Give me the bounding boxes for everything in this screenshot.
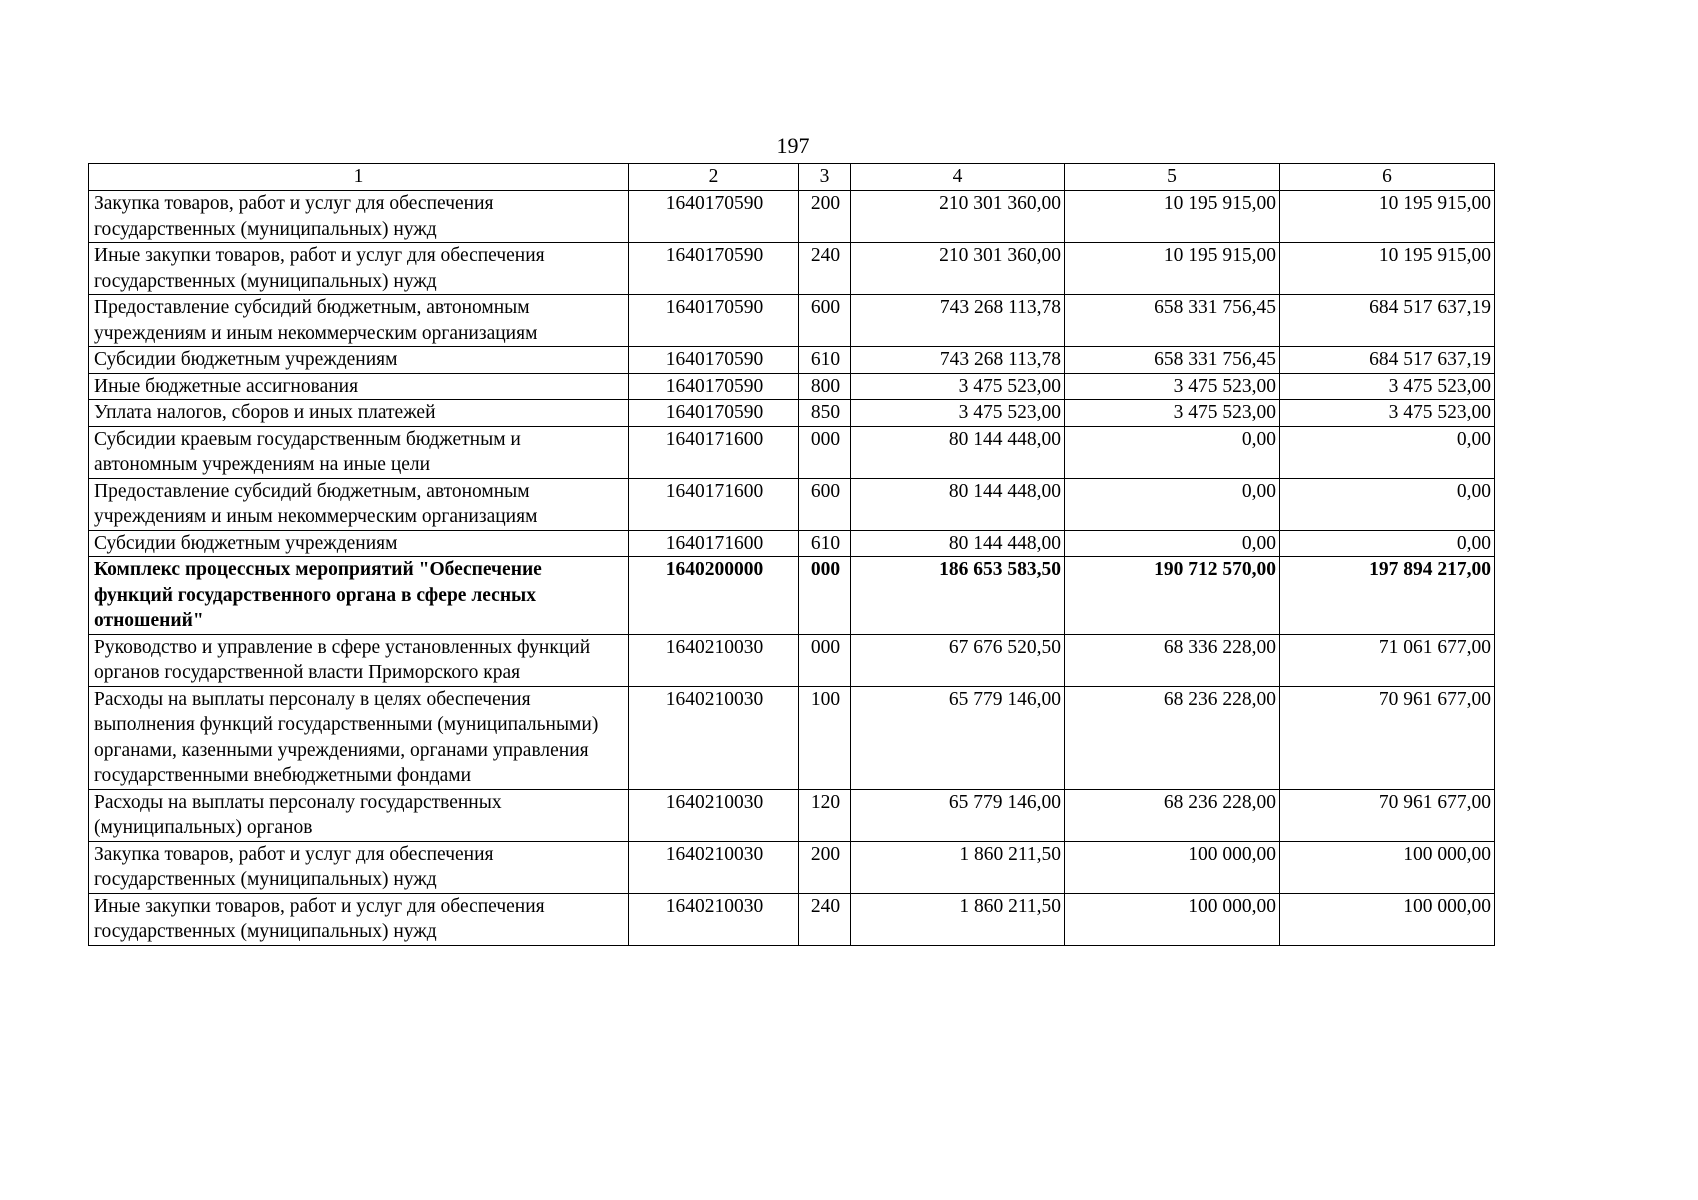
row-code-cell: 1640170590 (629, 295, 799, 347)
row-amount-col4: 80 144 448,00 (851, 530, 1065, 557)
row-code-cell: 1640210030 (629, 893, 799, 945)
row-amount-col6: 3 475 523,00 (1280, 373, 1495, 400)
table-row (89, 426, 1495, 478)
row-vr-cell: 000 (799, 557, 851, 635)
row-amount-col5: 190 712 570,00 (1065, 557, 1280, 635)
row-amount-col5: 10 195 915,00 (1065, 243, 1280, 295)
column-header: 2 (629, 164, 799, 191)
row-vr-cell: 000 (799, 634, 851, 686)
row-amount-col5: 0,00 (1065, 478, 1280, 530)
row-amount-col4: 210 301 360,00 (851, 191, 1065, 243)
row-amount-col4: 186 653 583,50 (851, 557, 1065, 635)
row-name-cell: Субсидии краевым государственным бюджетным и автономным учреждениям на иные цели (89, 426, 629, 478)
table-row (89, 191, 1495, 243)
column-header: 5 (1065, 164, 1280, 191)
row-amount-col5: 3 475 523,00 (1065, 373, 1280, 400)
row-amount-col6: 70 961 677,00 (1280, 686, 1495, 789)
row-amount-col6: 70 961 677,00 (1280, 789, 1495, 841)
row-amount-col5: 100 000,00 (1065, 841, 1280, 893)
row-name-cell: Субсидии бюджетным учреждениям (89, 530, 629, 557)
row-vr-cell: 610 (799, 347, 851, 374)
row-code-cell: 1640210030 (629, 634, 799, 686)
row-amount-col5: 68 336 228,00 (1065, 634, 1280, 686)
row-name-cell: Предоставление субсидий бюджетным, автономным учреждениям и иным некоммерческим организациям (89, 478, 629, 530)
row-code-cell: 1640170590 (629, 191, 799, 243)
row-vr-cell: 600 (799, 295, 851, 347)
row-amount-col6: 10 195 915,00 (1280, 243, 1495, 295)
row-amount-col4: 3 475 523,00 (851, 400, 1065, 427)
row-amount-col6: 684 517 637,19 (1280, 347, 1495, 374)
row-amount-col4: 65 779 146,00 (851, 686, 1065, 789)
column-header: 3 (799, 164, 851, 191)
row-amount-col6: 100 000,00 (1280, 841, 1495, 893)
row-amount-col5: 100 000,00 (1065, 893, 1280, 945)
row-amount-col4: 65 779 146,00 (851, 789, 1065, 841)
row-amount-col5: 3 475 523,00 (1065, 400, 1280, 427)
row-name-cell: Закупка товаров, работ и услуг для обеспечения государственных (муниципальных) нужд (89, 841, 629, 893)
row-amount-col6: 197 894 217,00 (1280, 557, 1495, 635)
table-row (89, 557, 1495, 635)
row-name-cell: Комплекс процессных мероприятий "Обеспечение функций государственного органа в сфере лесных отношений" (89, 557, 629, 635)
row-amount-col5: 658 331 756,45 (1065, 295, 1280, 347)
row-amount-col6: 684 517 637,19 (1280, 295, 1495, 347)
row-vr-cell: 800 (799, 373, 851, 400)
table-row (89, 478, 1495, 530)
row-name-cell: Расходы на выплаты персоналу в целях обеспечения выполнения функций государственными (муниципальными) органами, казенными учреждениями, органами управления государственными внебюджетными фондами (89, 686, 629, 789)
row-amount-col6: 0,00 (1280, 478, 1495, 530)
column-header: 1 (89, 164, 629, 191)
row-code-cell: 1640200000 (629, 557, 799, 635)
column-header: 6 (1280, 164, 1495, 191)
row-amount-col6: 0,00 (1280, 530, 1495, 557)
table-row (89, 893, 1495, 945)
row-vr-cell: 610 (799, 530, 851, 557)
row-code-cell: 1640170590 (629, 243, 799, 295)
row-name-cell: Закупка товаров, работ и услуг для обеспечения государственных (муниципальных) нужд (89, 191, 629, 243)
row-amount-col5: 0,00 (1065, 426, 1280, 478)
page-number: 197 (776, 133, 810, 158)
row-code-cell: 1640170590 (629, 347, 799, 374)
row-amount-col4: 80 144 448,00 (851, 426, 1065, 478)
table-body (89, 191, 1495, 946)
row-amount-col5: 68 236 228,00 (1065, 789, 1280, 841)
table-row (89, 347, 1495, 374)
row-name-cell: Иные бюджетные ассигнования (89, 373, 629, 400)
row-vr-cell: 200 (799, 191, 851, 243)
table-row (89, 295, 1495, 347)
table-row (89, 373, 1495, 400)
row-amount-col4: 1 860 211,50 (851, 893, 1065, 945)
row-name-cell: Субсидии бюджетным учреждениям (89, 347, 629, 374)
row-code-cell: 1640170590 (629, 400, 799, 427)
row-vr-cell: 120 (799, 789, 851, 841)
row-code-cell: 1640171600 (629, 426, 799, 478)
row-amount-col5: 68 236 228,00 (1065, 686, 1280, 789)
row-amount-col6: 3 475 523,00 (1280, 400, 1495, 427)
row-code-cell: 1640171600 (629, 478, 799, 530)
table-row (89, 400, 1495, 427)
row-name-cell: Уплата налогов, сборов и иных платежей (89, 400, 629, 427)
table-row (89, 243, 1495, 295)
row-amount-col6: 0,00 (1280, 426, 1495, 478)
row-name-cell: Расходы на выплаты персоналу государственных (муниципальных) органов (89, 789, 629, 841)
table-row (89, 530, 1495, 557)
row-amount-col5: 658 331 756,45 (1065, 347, 1280, 374)
budget-table (88, 163, 1495, 946)
column-number-row (89, 164, 1495, 191)
row-amount-col5: 0,00 (1065, 530, 1280, 557)
row-code-cell: 1640210030 (629, 686, 799, 789)
row-amount-col6: 10 195 915,00 (1280, 191, 1495, 243)
row-name-cell: Иные закупки товаров, работ и услуг для обеспечения государственных (муниципальных) нужд (89, 893, 629, 945)
row-amount-col6: 71 061 677,00 (1280, 634, 1495, 686)
row-amount-col4: 67 676 520,50 (851, 634, 1065, 686)
row-amount-col4: 743 268 113,78 (851, 347, 1065, 374)
row-code-cell: 1640210030 (629, 789, 799, 841)
row-amount-col4: 3 475 523,00 (851, 373, 1065, 400)
row-vr-cell: 000 (799, 426, 851, 478)
row-code-cell: 1640210030 (629, 841, 799, 893)
row-name-cell: Иные закупки товаров, работ и услуг для обеспечения государственных (муниципальных) нужд (89, 243, 629, 295)
row-amount-col4: 80 144 448,00 (851, 478, 1065, 530)
row-vr-cell: 850 (799, 400, 851, 427)
row-amount-col4: 1 860 211,50 (851, 841, 1065, 893)
table-row (89, 841, 1495, 893)
row-vr-cell: 600 (799, 478, 851, 530)
row-vr-cell: 240 (799, 893, 851, 945)
row-vr-cell: 100 (799, 686, 851, 789)
row-vr-cell: 240 (799, 243, 851, 295)
row-code-cell: 1640171600 (629, 530, 799, 557)
table-row (89, 634, 1495, 686)
table-row (89, 789, 1495, 841)
column-header: 4 (851, 164, 1065, 191)
table-row (89, 686, 1495, 789)
row-amount-col6: 100 000,00 (1280, 893, 1495, 945)
row-amount-col4: 210 301 360,00 (851, 243, 1065, 295)
row-name-cell: Предоставление субсидий бюджетным, автономным учреждениям и иным некоммерческим организациям (89, 295, 629, 347)
row-code-cell: 1640170590 (629, 373, 799, 400)
row-name-cell: Руководство и управление в сфере установленных функций органов государственной власти Приморского края (89, 634, 629, 686)
row-amount-col5: 10 195 915,00 (1065, 191, 1280, 243)
row-vr-cell: 200 (799, 841, 851, 893)
row-amount-col4: 743 268 113,78 (851, 295, 1065, 347)
